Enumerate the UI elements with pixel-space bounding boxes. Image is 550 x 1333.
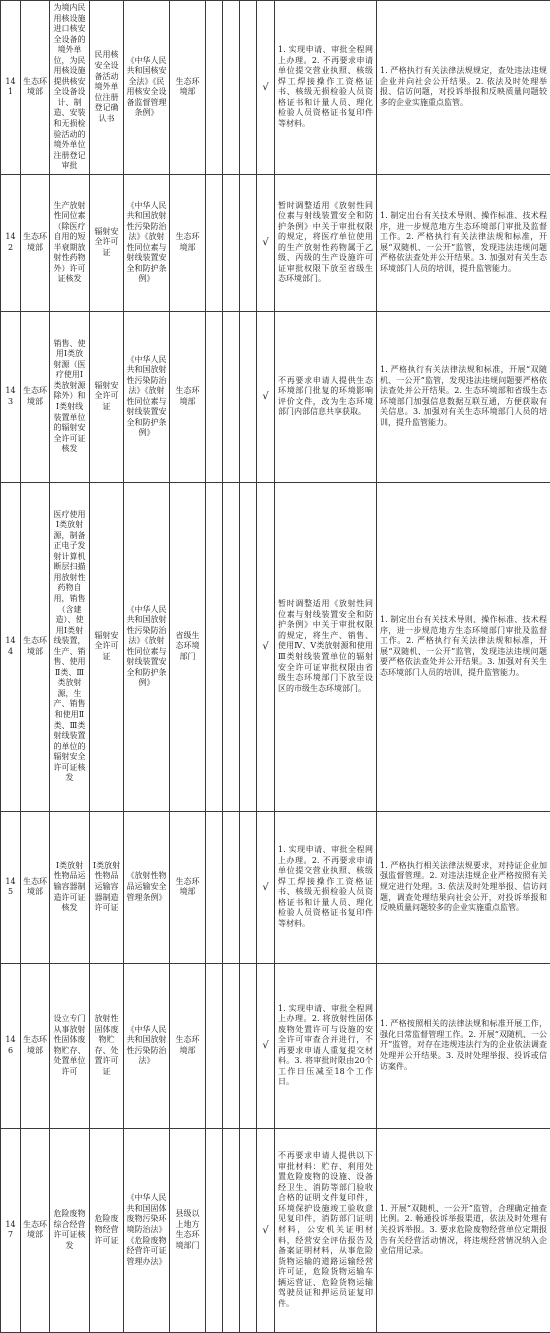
checkmark-cell: √ — [257, 963, 275, 1128]
approving-authority-cell: 生态环境部 — [170, 963, 206, 1128]
legal-basis-cell: 《中华人民共和国放射性污染防治法》 — [124, 963, 170, 1128]
empty-cell — [240, 482, 257, 811]
approving-authority-cell: 生态环境部 — [170, 1, 206, 175]
supervision-measures-cell: 1. 制定出台有关技术导则、操作标准、技术程序，进一步规范地方生态环境部门审批及监督工作。2. 严格执行有关法律法规和标准，开展“双随机、一公开”监管，发现违法违规问题严格依法查处并公开结果。3. 加强对有关生态环境部门人员的培训，提升监管能力。 — [377, 174, 550, 311]
empty-cell — [223, 174, 240, 311]
department-cell: 生态环境部 — [21, 811, 50, 963]
empty-cell — [240, 811, 257, 963]
checkmark-cell: √ — [257, 174, 275, 311]
row-number: 141 — [1, 1, 21, 175]
item-name-cell: Ⅰ类放射性物品运输容器制造许可证核发 — [50, 811, 90, 963]
sub-item-cell: 放射性固体废物贮存、处置许可证 — [90, 963, 124, 1128]
sub-item-cell: 辐射安全许可证 — [90, 482, 124, 811]
checkmark-cell: √ — [257, 811, 275, 963]
department-cell: 生态环境部 — [21, 1128, 50, 1332]
department-cell: 生态环境部 — [21, 482, 50, 811]
legal-basis-cell: 《中华人民共和国核安全法》《民用核安全设备监督管理条例》 — [124, 1, 170, 175]
item-name-cell: 设立专门从事放射性固体废物贮存、处置单位许可 — [50, 963, 90, 1128]
empty-cell — [206, 174, 223, 311]
item-name-cell: 为境内民用核设施进口核安全设备的境外单位，为民用核设施提供核安全设备设计、制造、安装和无损检验活动的境外单位注册登记审批 — [50, 1, 90, 175]
empty-cell — [206, 811, 223, 963]
empty-cell — [223, 1128, 240, 1332]
row-number: 143 — [1, 311, 21, 482]
approving-authority-cell: 县级以上地方生态环境部门 — [170, 1128, 206, 1332]
reform-measures-cell: 1. 实现申请、审批全程网上办理。2. 将放射性固体废物处置许可与设施的安全许可审查合并进行，不再要求申请人重复提交材料。3. 将审批时限由20个工作日压减至18个工作日。 — [275, 963, 377, 1128]
supervision-measures-cell: 1. 开展“双随机、一公开”监管，合理确定抽查比例。2. 畅通投诉举报渠道，依法及时处理有关投诉举报。3. 要求危险废物经营单位定期报告有关经营活动情况，将违规经营情况纳入企业信用记录。 — [377, 1128, 550, 1332]
empty-cell — [240, 1128, 257, 1332]
reform-measures-cell: 1. 实现申请、审批全程网上办理。2. 不再要求申请单位提交营业执照、核级焊工焊接操作工资格证书、核级无损检验人员资格证书和计量人员、理化检验人员资格证书复印件等材料。 — [275, 811, 377, 963]
supervision-measures-cell: 1. 严格执行有关法律法规和标准，开展“双随机、一公开”监管，发现违法违规问题要严格依法查处并公开结果。2. 生态环境部和省级生态环境部门加强信息数据互联互通，方便获取有关信息。3. 加强对有关生态环境部门人员的培训，提升监管能力。 — [377, 311, 550, 482]
supervision-measures-cell: 1. 严格执行有关法律法规规定，查处违法违规企业并向社会公开结果。2. 依法及时处理举报、信访问题，对投诉举报和反映质量问题较多的企业实施重点监管。 — [377, 1, 550, 175]
legal-basis-cell: 《中华人民共和国放射性污染防治法》《放射性同位素与射线装置安全和防护条例》 — [124, 311, 170, 482]
sub-item-cell: 辐射安全许可证 — [90, 174, 124, 311]
empty-cell — [206, 1128, 223, 1332]
approving-authority-cell: 生态环境部 — [170, 174, 206, 311]
department-cell: 生态环境部 — [21, 1, 50, 175]
item-name-cell: 危险废物综合经营许可证核发 — [50, 1128, 90, 1332]
legal-basis-cell: 《中华人民共和国放射性污染防治法》《放射性同位素与射线装置安全和防护条例》 — [124, 174, 170, 311]
approving-authority-cell: 省级生态环境部门 — [170, 482, 206, 811]
checkmark-cell: √ — [257, 311, 275, 482]
sub-item-cell: Ⅰ类放射性物品运输容器制造许可证 — [90, 811, 124, 963]
sub-item-cell: 辐射安全许可证 — [90, 311, 124, 482]
item-name-cell: 医疗使用Ⅰ类放射源，制备正电子发射计算机断层扫描用放射性药物自用，销售（含建造）、使用Ⅰ类射线装置，生产、销售、使用Ⅱ类、Ⅲ类放射源，生产、销售和使用Ⅱ类、Ⅲ类射线装置的单位的辐射安全许可证核发 — [50, 482, 90, 811]
table-row — [1, 311, 550, 482]
checkmark-cell: √ — [257, 482, 275, 811]
reform-measures-cell: 暂时调整适用《放射性同位素与射线装置安全和防护条例》中关于审批权限的规定，将医疗单位使用的生产放射性药物属于乙级、丙级的生产设施许可证审批权限下放至省级生态环境部门。 — [275, 174, 377, 311]
empty-cell — [223, 482, 240, 811]
empty-cell — [223, 811, 240, 963]
empty-cell — [223, 963, 240, 1128]
department-cell: 生态环境部 — [21, 174, 50, 311]
legal-basis-cell: 《中华人民共和国固体废物污染环境防治法》《危险废物经营许可证管理办法》 — [124, 1128, 170, 1332]
table-row — [1, 1, 550, 175]
empty-cell — [206, 963, 223, 1128]
empty-cell — [206, 311, 223, 482]
table-row — [1, 174, 550, 311]
sub-item-cell: 民用核安全设备活动境外单位注册登记确认书 — [90, 1, 124, 175]
legal-basis-cell: 《中华人民共和国放射性污染防治法》《放射性同位素与射线装置安全和防护条例》 — [124, 482, 170, 811]
table-row — [1, 811, 550, 963]
empty-cell — [240, 174, 257, 311]
supervision-measures-cell: 1. 严格按照相关的法律法规和标准开展工作，强化日常监督管理工作。2. 开展“双随机、一公开”监管，对存在违规违法行为的企业依法调查处理并公开结果。3. 及时处理举报、投诉或信访案件。 — [377, 963, 550, 1128]
reform-measures-cell: 不再要求申请人提供生态环境部门批复的环境影响评价文件，改为生态环境部门内部信息共享获取。 — [275, 311, 377, 482]
empty-cell — [223, 311, 240, 482]
supervision-measures-cell: 1. 制定出台有关技术导则、操作标准、技术程序，进一步规范地方生态环境部门审批及监督工作。2. 严格执行有关法律法规和标准，开展“双随机、一公开”监管，发现违法违规问题要严格依法查处并公开结果。3. 加强对有关生态环境部门人员的培训，提升监管能力。 — [377, 482, 550, 811]
empty-cell — [223, 1, 240, 175]
checkmark-cell: √ — [257, 1, 275, 175]
approving-authority-cell: 生态环境部 — [170, 811, 206, 963]
table-row — [1, 963, 550, 1128]
department-cell: 生态环境部 — [21, 963, 50, 1128]
row-number: 146 — [1, 963, 21, 1128]
supervision-measures-cell: 1. 严格执行相关法律法规要求，对持证企业加强监督管理。2. 对违法违规企业严格按照有关规定进行处理。3. 依法及时处理举报、信访问题，调查处理结果向社会公开，对投诉举报和反映质量问题较多的企业实施重点监管。 — [377, 811, 550, 963]
empty-cell — [240, 963, 257, 1128]
reform-measures-cell: 不再要求申请人提供以下审批材料：贮存、利用处置危险废物的设施、设备经卫生、消防等部门验收合格的证明文件复印件，环境保护设施竣工验收意见复印件，消防部门证明材料，公安机关证明材料，经营安全评估报告及备案证明材料，从事危险货物运输的道路运输经营许可证，危险货物运输车辆运营证、危险货物运输驾驶员证和押运员证复印件。 — [275, 1128, 377, 1332]
item-name-cell: 销售、使用Ⅰ类放射源（医疗使用Ⅰ类放射源除外）和Ⅰ类射线装置单位的辐射安全许可证核发 — [50, 311, 90, 482]
row-number: 142 — [1, 174, 21, 311]
item-name-cell: 生产放射性同位素（除医疗自用的短半衰期放射性药物外）许可证核发 — [50, 174, 90, 311]
approving-authority-cell: 生态环境部 — [170, 311, 206, 482]
table-row — [1, 1128, 550, 1332]
row-number: 147 — [1, 1128, 21, 1332]
empty-cell — [206, 1, 223, 175]
reform-measures-cell: 暂时调整适用《放射性同位素与射线装置安全和防护条例》中关于审批权限的规定，将生产、销售、使用Ⅳ、Ⅴ类放射源和使用Ⅲ类射线装置单位的辐射安全许可证审批权限由省级生态环境部门下放至设区的市级生态环境部门。 — [275, 482, 377, 811]
checkmark-cell: √ — [257, 1128, 275, 1332]
reform-measures-cell: 1. 实现申请、审批全程网上办理。2. 不再要求申请单位提交营业执照、核级焊工焊接操作工资格证书、核级无损检验人员资格证书和计量人员、理化检验人员资格证书复印件等材料。 — [275, 1, 377, 175]
row-number: 144 — [1, 482, 21, 811]
row-number: 145 — [1, 811, 21, 963]
sub-item-cell: 危险废物经营许可证 — [90, 1128, 124, 1332]
legal-basis-cell: 《放射性物品运输安全管理条例》 — [124, 811, 170, 963]
table-row — [1, 482, 550, 811]
department-cell: 生态环境部 — [21, 311, 50, 482]
empty-cell — [240, 311, 257, 482]
empty-cell — [240, 1, 257, 175]
empty-cell — [206, 482, 223, 811]
